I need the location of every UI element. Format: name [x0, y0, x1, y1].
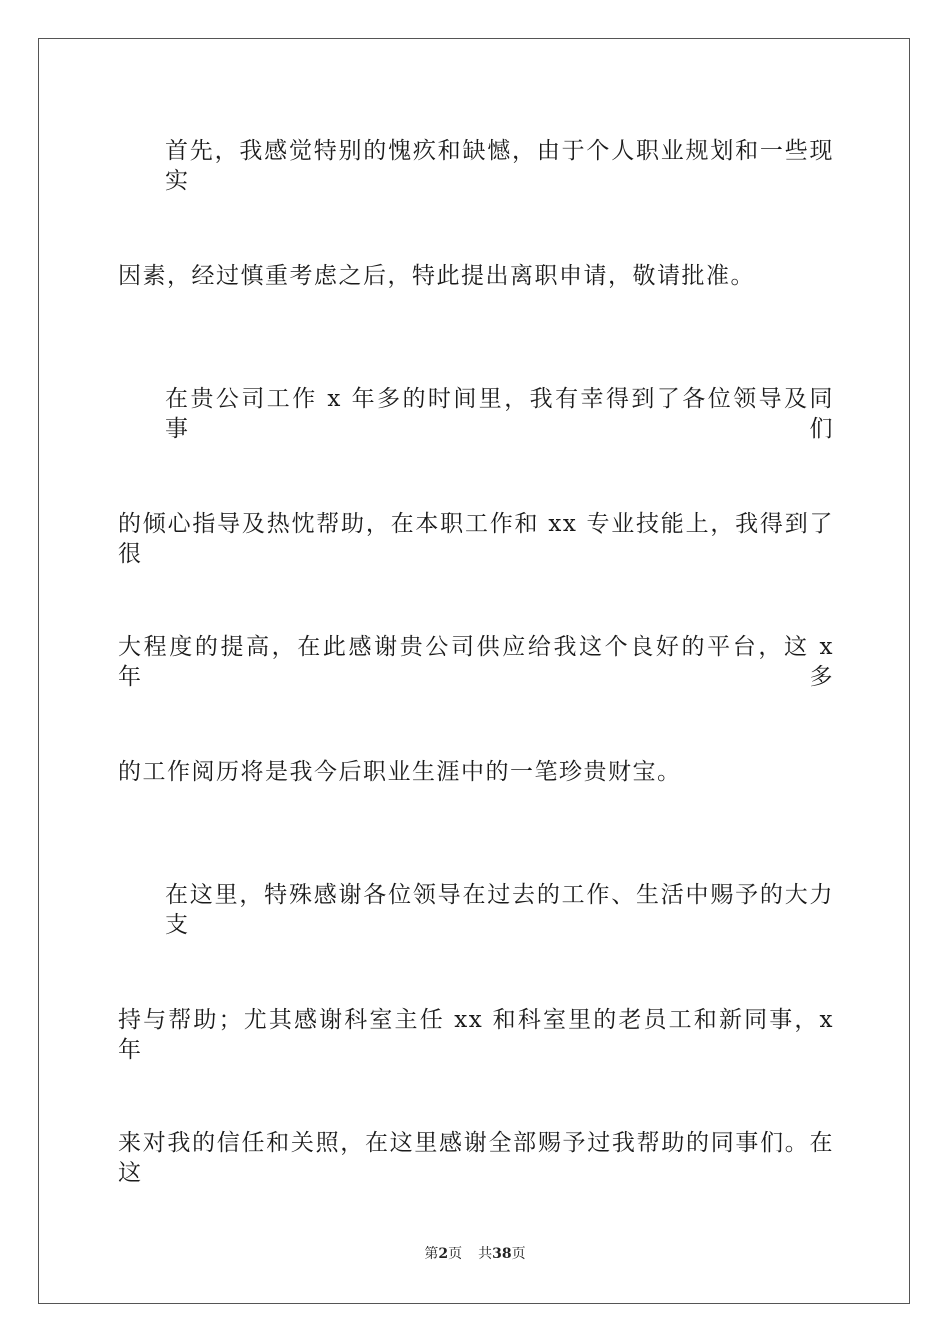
paragraph-1-line-2: 因素，经过慎重考虑之后，特此提出离职申请，敬请批准。: [118, 263, 755, 289]
paragraph-3-line-3: 来对我的信任和关照，在这里感谢全部赐予过我帮助的同事们。在这: [118, 1130, 834, 1186]
paragraph-2-line-2: 的倾心指导及热忱帮助，在本职工作和 xx 专业技能上，我得到了很: [118, 511, 834, 567]
paragraph-2-line-1: 在贵公司工作 x 年多的时间里，我有幸得到了各位领导及同事们: [165, 386, 834, 442]
paragraph-2-line-4: 的工作阅历将是我今后职业生涯中的一笔珍贵财宝。: [118, 759, 682, 785]
page-footer: [0, 1245, 950, 1263]
paragraph-3-line-1: 在这里，特殊感谢各位领导在过去的工作、生活中赐予的大力支: [165, 882, 834, 938]
page-number: 2: [438, 1246, 449, 1262]
total-suffix: 页: [511, 1246, 526, 1262]
total-pages: 38: [492, 1246, 512, 1262]
total-prefix: 共: [478, 1246, 493, 1262]
paragraph-1-line-1: 首先，我感觉特别的愧疚和缺憾，由于个人职业规划和一些现实: [165, 138, 834, 194]
paragraph-3-line-2: 持与帮助；尤其感谢科室主任 xx 和科室里的老员工和新同事，x 年: [118, 1007, 834, 1063]
page-prefix: 第: [424, 1246, 439, 1262]
page-suffix: 页: [448, 1246, 463, 1262]
paragraph-2-line-3: 大程度的提高，在此感谢贵公司供应给我这个良好的平台，这 x 年多: [118, 634, 834, 690]
